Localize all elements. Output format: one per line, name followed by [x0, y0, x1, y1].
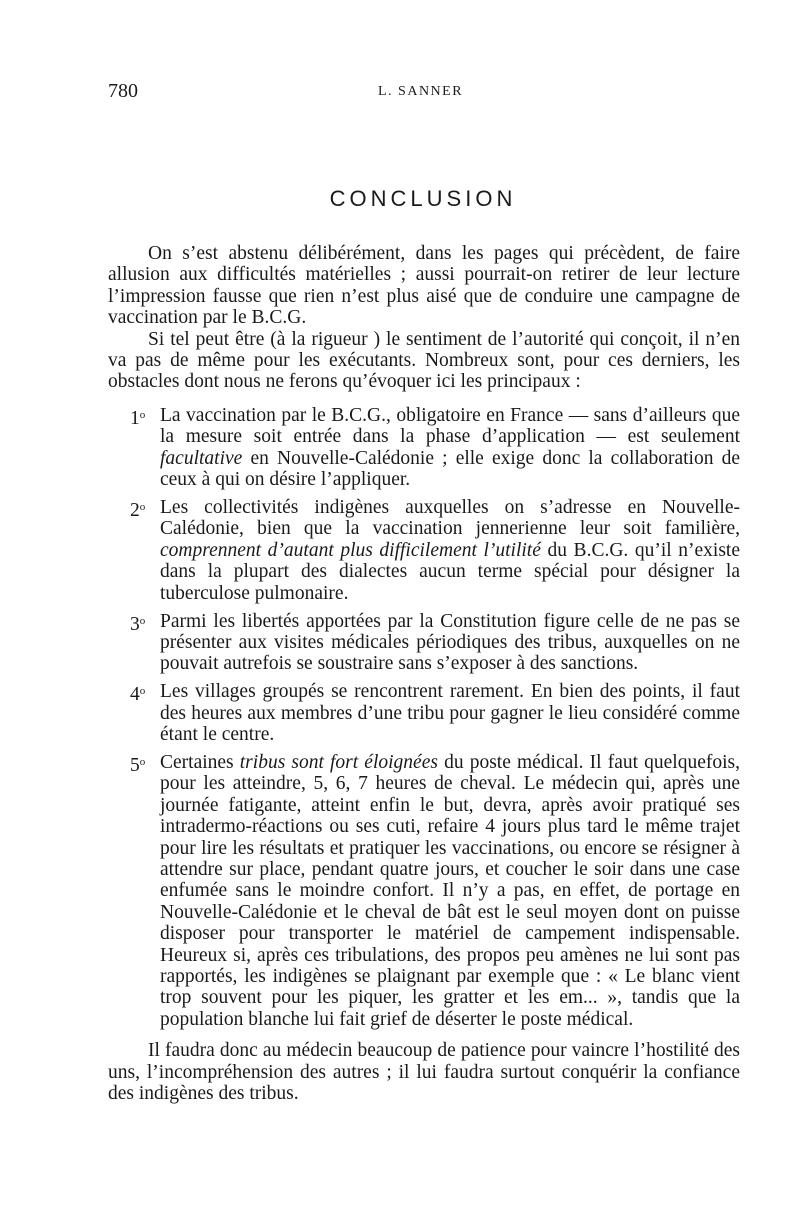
- list-item-number: 1$^o$: [130, 407, 146, 429]
- list-item-text: La vaccination par le B.C.G., obligatoire en France — sans d’ailleurs que la mesure soit entrée dans la phase d’application — est seulement: [160, 404, 740, 448]
- list-item-text: Les collectivités indigènes auxquelles on s’adresse en Nouvelle-Calédonie, bien que la vaccination jennerienne leur soit familière,: [160, 496, 740, 540]
- list-item-number: 2$^o$: [130, 499, 146, 521]
- list-item-text: Parmi les libertés apportées par la Constitution figure celle de ne pas se présenter aux visites médicales périodiques des tribus, auxquelles on ne pouvait autrefois se soustraire sans s’exposer à des sanctions.: [160, 610, 740, 675]
- list-item-4: [108, 681, 740, 745]
- section-title: CONCLUSION: [329, 186, 517, 211]
- intro-paragraph-1: On s’est abstenu délibérément, dans les pages qui précèdent, de faire allusion aux difficultés matérielles ; aussi pourrait-on retirer de leur lecture l’impression fausse que rien n’est plus aisé que de conduire une campagne de vaccination par le B.C.G.: [108, 243, 740, 329]
- list-item-text: en Nouvelle-Calédonie ; elle exige donc la collaboration de ceux à qui on désire l’appliquer.: [160, 447, 740, 491]
- running-head-author: L. SANNER: [378, 84, 464, 99]
- list-item-italic: tribus sont fort éloignées: [239, 751, 438, 773]
- page-number: 780: [108, 80, 138, 102]
- list-item-1: [108, 405, 740, 491]
- body-text: [108, 243, 740, 1124]
- conclusion-paragraph: Il faudra donc au médecin beaucoup de patience pour vaincre l’hostilité des uns, l’incompréhension des autres ; il lui faudra surtout conquérir la confiance des indigènes des tribus.: [108, 1040, 740, 1105]
- list-item-number: 4$^o$: [130, 684, 146, 706]
- list-item-number: 3$^o$: [130, 613, 146, 635]
- list-item-text: Les villages groupés se rencontrent rarement. En bien des points, il faut des heures aux membres d’une tribu pour gagner le lieu considéré comme étant le centre.: [160, 681, 740, 746]
- list-item-3: [108, 611, 740, 675]
- list-item-text: du poste médical. Il faut quelquefois, pour les atteindre, 5, 6, 7 heures de cheval. Le médecin qui, après une journée fatigante, atteint enfin le but, devra, après avoir pratiqué ses intradermo-réactions ou ses cuti, refaire 4 jours plus tard le même trajet pour lire les résultats et pratiquer les vaccinations, ou encore se résigner à attendre sur place, pendant quatre jours, et coucher le soir dans une case enfumée sans le moindre confort. Il n’y a pas, en effet, de portage en Nouvelle-Calédonie et le cheval de bât est le seul moyen dont on puisse disposer pour transporter le matériel de campement indispensable. Heureux si, après ces tribulations, des propos peu amènes ne lui sont pas rapportés, les indigènes se plaignant par exemple que : « Le blanc vient trop souvent pour les piquer, les gratter et les em... », tandis que la population blanche lui fait grief de déserter le poste médical.: [160, 751, 740, 1030]
- list-item-text: Certaines: [160, 751, 240, 773]
- running-head: [108, 80, 740, 106]
- list-item-text: du B.C.G. qu’il n’existe dans la plupart des dialectes aucun terme spécial pour désigner la tuberculose pulmonaire.: [160, 539, 741, 604]
- intro-paragraph-2: Si tel peut être (à la rigueur ) le sentiment de l’autorité qui conçoit, il n’en va pas de même pour les exécutants. Nombreux sont, pour ces derniers, les obstacles dont nous ne ferons qu’évoquer ici les principaux :: [108, 328, 740, 393]
- list-item-number: 5$^o$: [130, 754, 146, 776]
- list-item-5: [108, 752, 740, 1030]
- list-item-italic: comprennent d’autant plus difficilement l’utilité: [160, 539, 541, 561]
- list-item-2: [108, 497, 740, 604]
- list-item-italic: facultative: [160, 447, 243, 469]
